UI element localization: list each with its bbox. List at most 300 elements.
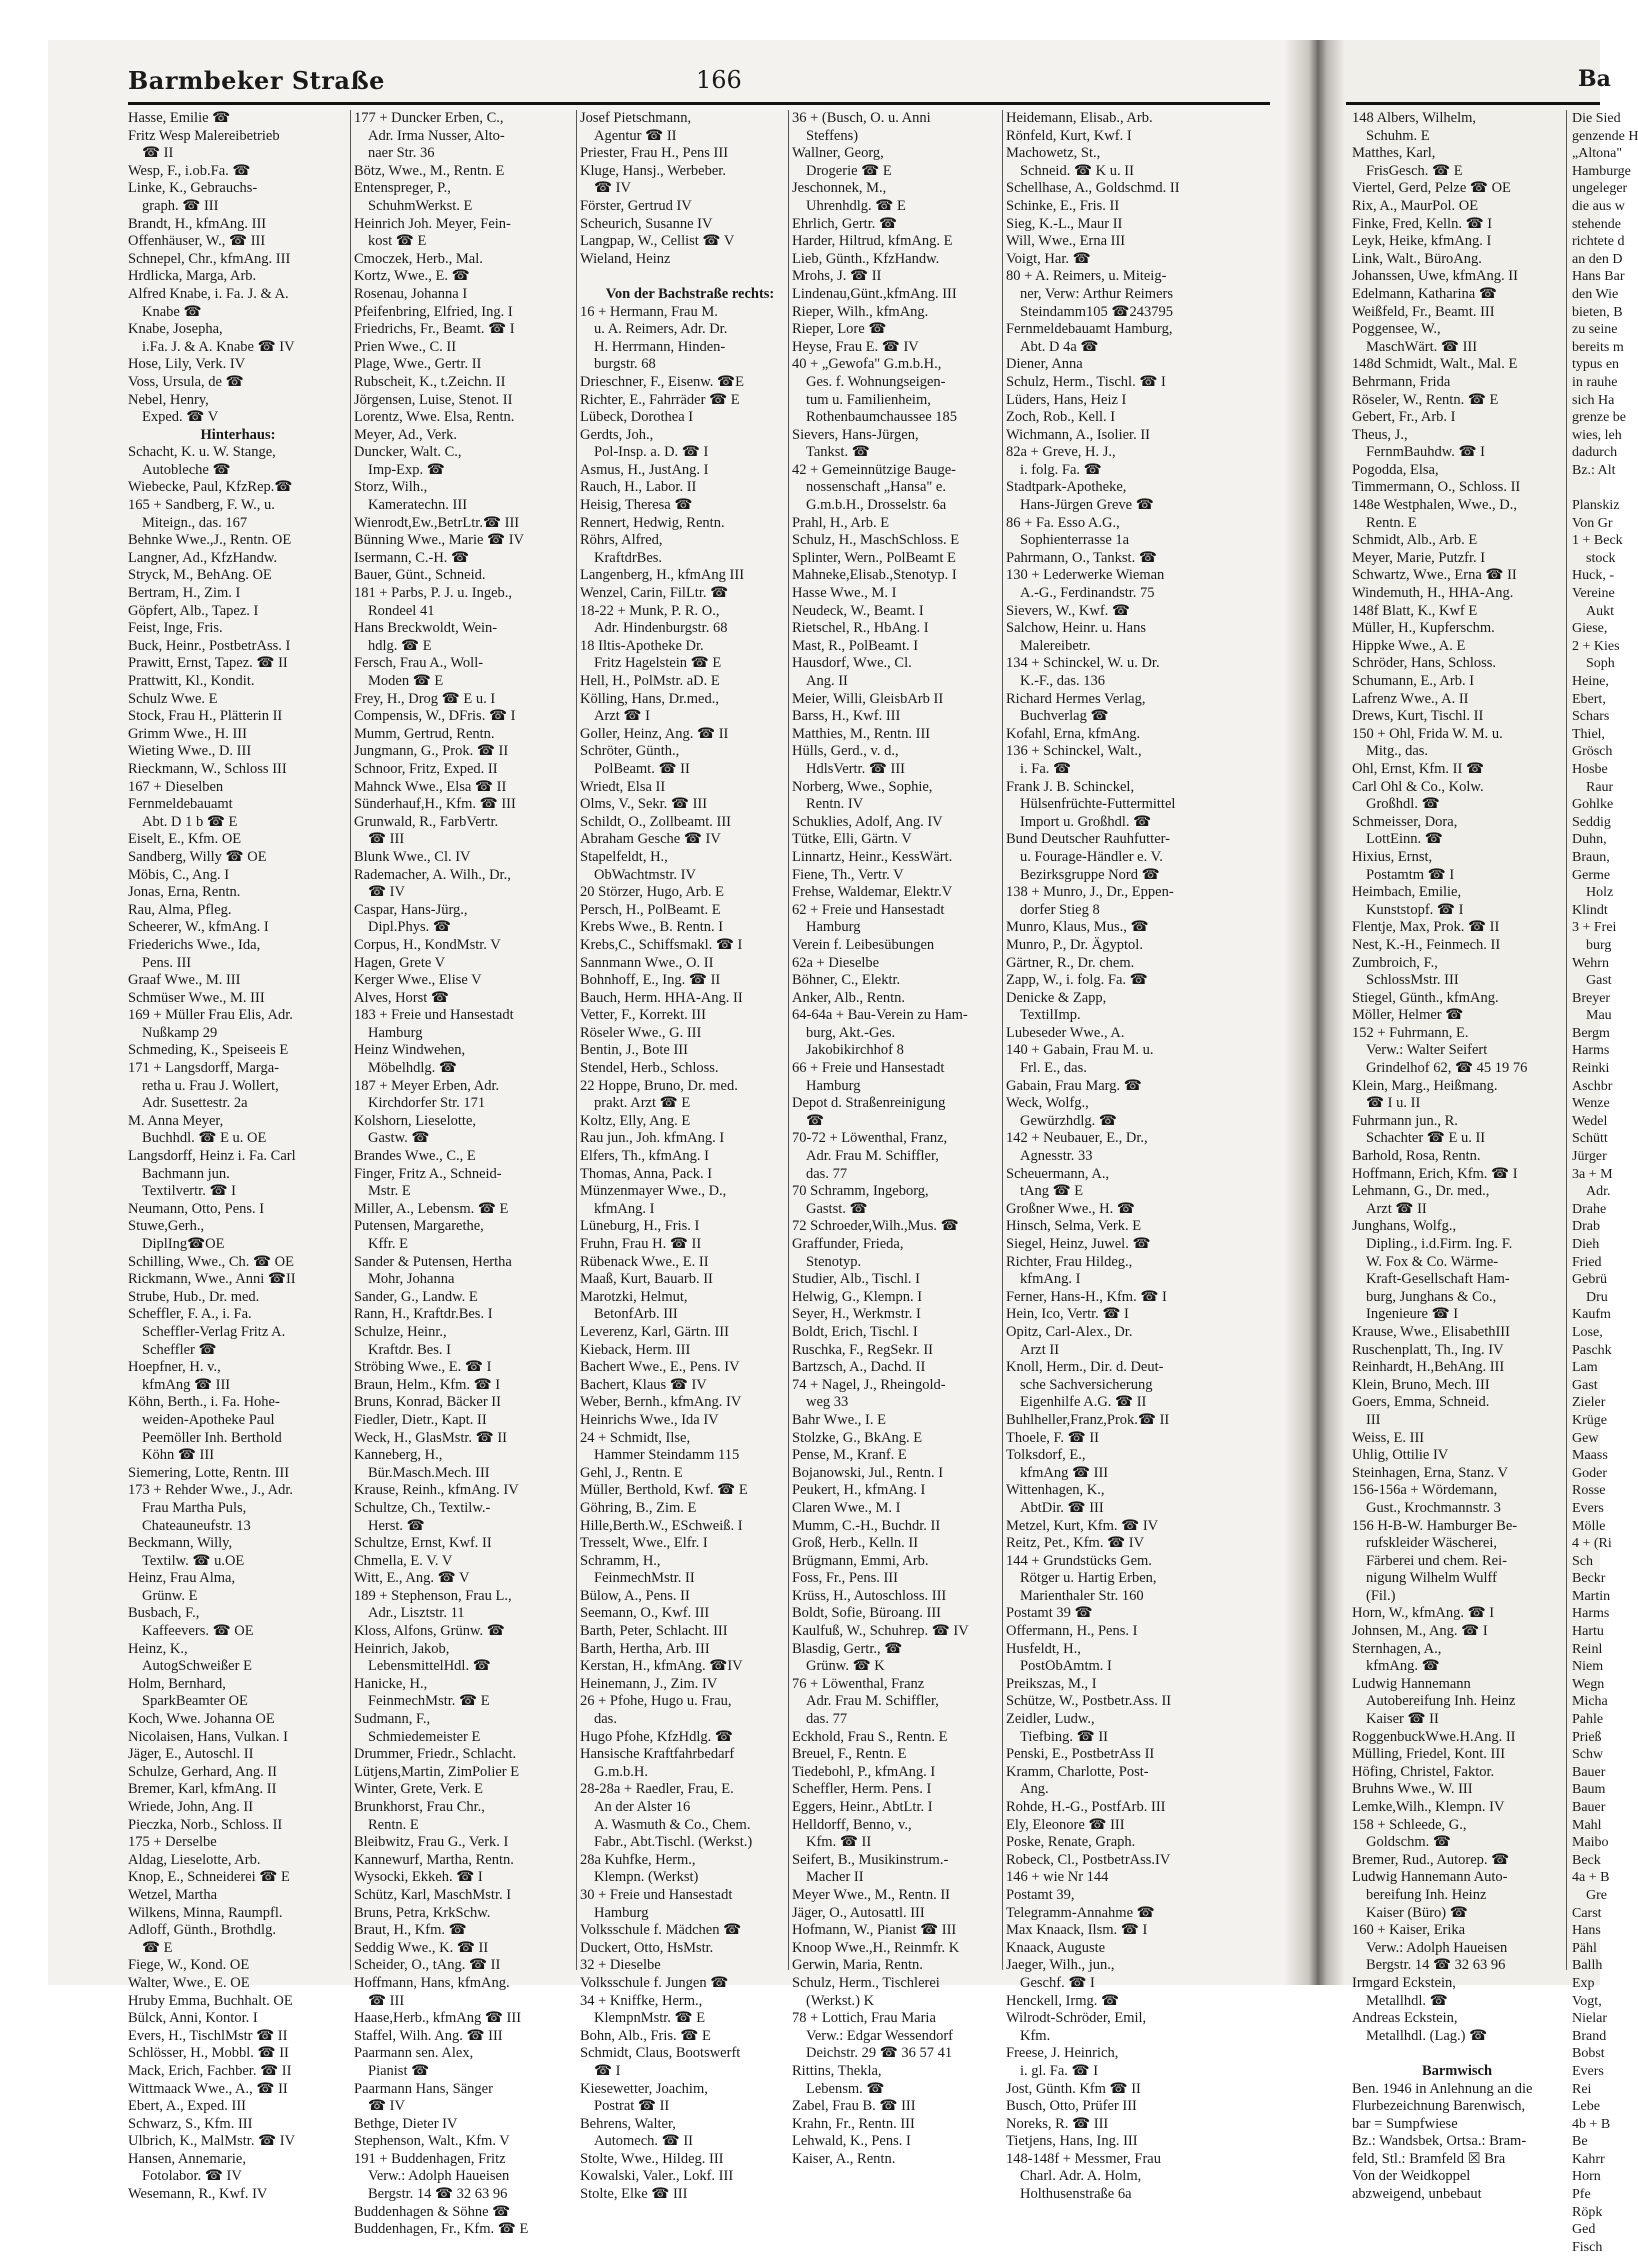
directory-entry-line: Schmeding, K., Speiseeis E — [128, 1042, 289, 1059]
directory-entry-line: Buchverlag ☎ — [1020, 708, 1109, 725]
directory-entry-line: RoggenbuckWwe.H.Ang. II — [1352, 1728, 1516, 1745]
directory-entry-line: Rubscheit, K., t.Zeichn. II — [354, 373, 506, 390]
directory-entry-line: Kfm. — [1020, 2027, 1051, 2044]
directory-entry-line: Viertel, Gerd, Pelze ☎ OE — [1352, 180, 1511, 197]
directory-entry-line: Sch — [1572, 1553, 1593, 1569]
directory-entry-line: Hans — [1572, 1923, 1601, 1939]
directory-entry-line: Behrens, Walter, — [580, 2115, 676, 2132]
directory-entry-line: H. Herrmann, Hinden- — [594, 338, 726, 355]
directory-entry-line: Schmiedemeister E — [368, 1728, 481, 1745]
directory-entry-line: 66 + Freie und Hansestadt — [792, 1060, 945, 1077]
directory-entry-line: Wriede, John, Ang. II — [128, 1799, 254, 1815]
directory-entry-line: III — [1366, 1411, 1381, 1428]
directory-entry-line: Schulz, H., MaschSchloss. E — [792, 532, 960, 549]
directory-entry-line: Lehmann, G., Dr. med., — [1352, 1183, 1490, 1200]
directory-entry-line: Wittenhagen, K., — [1006, 1482, 1105, 1499]
directory-entry-line: 171 + Langsdorff, Marga- — [128, 1060, 279, 1077]
directory-entry-line: Grunwald, R., FarbVertr. — [354, 813, 499, 830]
directory-entry-line: Rothenbaumchaussee 185 — [806, 409, 958, 426]
directory-entry-line: Hoffmann, Erich, Kfm. ☎ I — [1352, 1165, 1518, 1182]
directory-entry-line: ☎ — [806, 1112, 825, 1129]
directory-entry-line: Schulze, Heinr., — [354, 1323, 447, 1340]
directory-entry-line: Lüders, Hans, Heiz I — [1006, 391, 1127, 408]
directory-entry-line: Maass — [1572, 1448, 1608, 1464]
directory-entry-line: Fuhrmann jun., R. — [1352, 1112, 1458, 1129]
directory-entry-line: Knaack, Auguste — [1006, 1939, 1106, 1956]
directory-entry-line: Kloss, Alfons, Grünw. ☎ — [354, 1623, 505, 1640]
directory-entry-line: Sudmann, F., — [354, 1711, 431, 1728]
directory-entry-line: abzweigend, unbebaut — [1352, 2186, 1482, 2203]
directory-entry-line: Tiefbing. ☎ II — [1020, 1728, 1109, 1745]
directory-entry-line: burg — [1586, 937, 1612, 953]
directory-entry-line: Schnepel, Chr., kfmAng. III — [128, 250, 291, 267]
directory-entry-line: Horn, W., kfmAng. ☎ I — [1352, 1605, 1495, 1622]
directory-entry-line: Metzel, Kurt, Kfm. ☎ IV — [1006, 1517, 1159, 1534]
directory-entry-line: i. Fa. ☎ — [1020, 760, 1072, 777]
directory-entry-line: Thomas, Anna, Pack. I — [580, 1165, 713, 1182]
directory-entry-line: Arzt II — [1020, 1341, 1060, 1358]
directory-entry-line: Kaiser (Büro) ☎ — [1366, 1904, 1468, 1921]
directory-entry-line: Heisig, Theresa ☎ — [580, 497, 693, 514]
directory-entry-line: Pfeifenbring, Elfried, Ing. I — [354, 303, 513, 320]
directory-entry-line: Rötger u. Hartig Erben, — [1020, 1570, 1157, 1587]
directory-entry-line: 2 + Kies — [1572, 638, 1620, 654]
directory-entry-line: Metallhdl. ☎ — [1366, 1992, 1448, 2009]
directory-entry-line: Ehrlich, Gertr. ☎ — [792, 215, 898, 232]
directory-entry-line: Wiebecke, Paul, KfzRep.☎ — [128, 479, 293, 496]
directory-entry-line: Huck, - — [1572, 568, 1614, 584]
directory-entry-line: Bötz, Wwe., M., Rentn. E — [354, 162, 505, 179]
directory-column-6 — [1352, 110, 1562, 2203]
directory-entry-line: Neumann, Otto, Pens. I — [128, 1200, 265, 1217]
directory-entry-line: 3 + Frei — [1572, 920, 1617, 936]
directory-entry-line: Volksschule f. Mädchen ☎ — [580, 1922, 742, 1939]
directory-entry-line: Müller, H., Kupferschm. — [1352, 620, 1495, 637]
directory-entry-line: Malereibetr. — [1020, 637, 1091, 654]
directory-entry-line: Ben. 1946 in Anlehnung an die — [1352, 2080, 1533, 2097]
directory-entry-line: Rübenack Wwe., E. II — [580, 1253, 709, 1270]
directory-entry-line: Anker, Alb., Rentn. — [792, 989, 905, 1006]
directory-entry-line: 70 Schramm, Ingeborg, — [792, 1183, 929, 1200]
directory-entry-line: Jörgensen, Luise, Stenot. II — [354, 391, 513, 408]
directory-entry-line: Weißfeld, Fr., Beamt. III — [1352, 303, 1495, 320]
directory-entry-line: Macher II — [806, 1869, 864, 1886]
directory-entry-line: Maibo — [1572, 1835, 1609, 1851]
directory-entry-line: Paschk — [1572, 1342, 1612, 1358]
column-divider — [576, 110, 577, 1970]
directory-entry-line: TextilImp. — [1020, 1007, 1081, 1024]
directory-entry-line: Stenotyp. — [806, 1253, 862, 1270]
directory-entry-line: Schwarz, S., Kfm. III — [128, 2115, 253, 2132]
directory-entry-line: ☎ III — [368, 1992, 405, 2009]
directory-entry-line: Fritz Wesp Malereibetrieb — [128, 127, 280, 144]
directory-entry-line: 187 + Meyer Erben, Adr. — [354, 1077, 500, 1094]
directory-entry-line: Rosse — [1572, 1483, 1606, 1499]
book-gutter — [1284, 40, 1346, 1985]
directory-entry-line: Bür.Masch.Mech. III — [368, 1464, 490, 1481]
directory-entry-line: Langsdorff, Heinz i. Fa. Carl — [128, 1148, 296, 1165]
directory-entry-line: Depot d. Straßenreinigung — [792, 1095, 946, 1112]
directory-entry-line: Heinz, Frau Alma, — [128, 1570, 236, 1587]
directory-entry-line: weiden-Apotheke Paul — [142, 1411, 275, 1428]
directory-entry-line: i. folg. Fa. ☎ — [1020, 461, 1102, 478]
directory-entry-line: Schacht, K. u. W. Stange, — [128, 444, 276, 461]
directory-entry-line: Evers — [1572, 2063, 1604, 2079]
directory-entry-line: Schröter, Günth., — [580, 743, 680, 760]
directory-entry-line: Rei — [1572, 2081, 1592, 2097]
directory-entry-line: Koltz, Elly, Ang. E — [580, 1112, 691, 1129]
directory-entry-line: Dru — [1586, 1289, 1608, 1305]
directory-entry-line: Adr. Irma Nusser, Alto- — [368, 127, 505, 144]
directory-entry-line: Schwartz, Wwe., Erna ☎ II — [1352, 567, 1517, 584]
directory-entry-line: Busch, Otto, Prüfer III — [1006, 2098, 1137, 2115]
directory-entry-line: A. Wasmuth & Co., Chem. — [594, 1816, 751, 1833]
directory-entry-line: Harder, Hiltrud, kfmAng. E — [792, 233, 953, 250]
directory-entry-line: Horn — [1572, 2169, 1601, 2185]
directory-entry-line: Hein, Ico, Vertr. ☎ I — [1006, 1306, 1129, 1323]
directory-entry-line: Schütt — [1572, 1131, 1608, 1147]
directory-entry-line: Wetzel, Martha — [128, 1886, 218, 1903]
directory-entry-line: kost ☎ E — [368, 233, 427, 250]
directory-entry-line: Helwig, G., Klempn. I — [792, 1288, 923, 1305]
directory-entry-line: 72 Schroeder,Wilh.,Mus. ☎ — [792, 1218, 959, 1235]
directory-entry-line: Zoch, Rob., Kell. I — [1006, 409, 1116, 426]
directory-entry-line: 152 + Fuhrmann, E. — [1352, 1024, 1469, 1041]
directory-entry-line: 32 + Dieselbe — [580, 1957, 661, 1974]
directory-entry-line: Von der Weidkoppel — [1352, 2168, 1471, 2185]
directory-entry-line: 175 + Derselbe — [128, 1834, 217, 1851]
directory-entry-line: Storz, Wilh., — [354, 479, 428, 496]
directory-entry-line: bereifung Inh. Heinz — [1366, 1886, 1487, 1903]
directory-entry-line: Ebert, A., Exped. III — [128, 2098, 246, 2115]
directory-entry-line: Rieper, Lore ☎ — [792, 321, 887, 338]
directory-entry-line: Ludwig Hannemann Auto- — [1352, 1869, 1508, 1886]
directory-entry-line: Mahl — [1572, 1817, 1602, 1833]
directory-entry-line: Windemuth, H., HHA-Ang. — [1352, 585, 1514, 602]
directory-entry-line: Bohn, Alb., Fris. ☎ E — [580, 2027, 711, 2044]
directory-entry-line: Stiegel, Günth., kfmAng. — [1352, 989, 1499, 1006]
directory-entry-line: feld, Stl.: Bramfeld ☒ Bra — [1352, 2150, 1506, 2167]
directory-entry-line: Niem — [1572, 1659, 1604, 1675]
directory-entry-line: Steindamm105 ☎243795 — [1020, 303, 1173, 320]
directory-entry-line: Vogt, — [1572, 1993, 1602, 2009]
directory-entry-line: Hans Bar — [1572, 269, 1625, 285]
directory-entry-line: Breyer — [1572, 990, 1611, 1006]
directory-entry-line: Jonas, Erna, Rentn. — [128, 884, 241, 901]
directory-entry-line: Schütze, W., Postbetr.Ass. II — [1006, 1693, 1172, 1710]
directory-entry-line: Goldschm. ☎ — [1366, 1834, 1451, 1851]
directory-entry-line: Bachert, Klaus ☎ IV — [580, 1376, 707, 1393]
directory-entry-line: Buddenhagen & Söhne ☎ — [354, 2203, 511, 2220]
directory-entry-line: 78 + Lottich, Frau Maria — [792, 2010, 936, 2027]
directory-entry-line: Hanicke, H., — [354, 1675, 428, 1692]
directory-entry-line: Langpap, W., Cellist ☎ V — [580, 233, 735, 250]
directory-entry-line: Verw.: Edgar Wessendorf — [806, 2027, 954, 2044]
directory-entry-line: Wieland, Heinz — [580, 250, 671, 267]
directory-entry-line: Pens. III — [142, 954, 192, 971]
directory-entry-line: Scheffler, Herm. Pens. I — [792, 1781, 932, 1798]
directory-entry-line: Lütjens,Martin, ZimPolier E — [354, 1763, 520, 1780]
directory-entry-line: Asmus, H., JustAng. I — [580, 461, 709, 478]
directory-entry-line: Bz.: Alt — [1572, 462, 1616, 478]
directory-entry-line: Rieckmann, W., Schloss III — [128, 760, 287, 777]
directory-entry-line: Diener, Anna — [1006, 356, 1083, 373]
directory-entry-line: Leverenz, Karl, Gärtn. III — [580, 1323, 729, 1340]
directory-entry-line: Hans Breckwoldt, Wein- — [354, 620, 498, 637]
directory-entry-line: 82a + Greve, H. J., — [1006, 444, 1116, 461]
directory-entry-line: Beckmann, Willy, — [128, 1535, 233, 1552]
directory-entry-line: 158 + Schleede, G., — [1352, 1816, 1467, 1833]
directory-entry-line: Bülck, Anni, Kontor. I — [128, 2010, 258, 2027]
directory-entry-line: Wieting Wwe., D. III — [128, 743, 252, 760]
directory-entry-line: BetonfArb. III — [594, 1306, 678, 1323]
facing-header-rule — [1346, 102, 1600, 105]
directory-entry-line: 165 + Sandberg, F. W., u. — [128, 497, 275, 514]
directory-entry-line: retha u. Frau J. Wollert, — [142, 1077, 279, 1094]
directory-entry-line: Mahneke,Elisab.,Stenotyp. I — [792, 567, 957, 584]
directory-entry-line: Richter, E., Fahrräder ☎ E — [580, 391, 740, 408]
directory-entry-line: Kluge, Hansj., Werbeber. — [580, 162, 726, 179]
directory-entry-line: Goers, Emma, Schneid. — [1352, 1394, 1490, 1411]
directory-entry-line: Johnsen, M., Ang. ☎ I — [1352, 1623, 1488, 1640]
directory-entry-line: Drab — [1572, 1219, 1600, 1235]
directory-entry-line: Ang. II — [806, 673, 848, 689]
directory-entry-line: Wysocki, Ekkeh. ☎ I — [354, 1869, 483, 1886]
directory-entry-line: Scheffler ☎ — [142, 1341, 217, 1358]
directory-entry-line: Weck, Wolfg., — [1006, 1095, 1089, 1112]
directory-entry-line: 181 + Parbs, P. J. u. Ingeb., — [354, 585, 513, 602]
directory-entry-line: 18-22 + Munk, P. R. O., — [580, 602, 720, 619]
directory-entry-line: Heinz, K., — [128, 1640, 188, 1657]
directory-entry-line: ☎ I u. II — [1366, 1095, 1421, 1112]
directory-entry-line: Volksschule f. Jungen ☎ — [580, 1974, 729, 1991]
directory-entry-line: Duckert, Otto, HsMstr. — [580, 1939, 714, 1956]
directory-entry-line: 189 + Stephenson, Frau L., — [354, 1587, 512, 1604]
directory-entry-line: Schlösser, H., Mobbl. ☎ II — [128, 2045, 289, 2062]
directory-entry-line: Peukert, H., kfmAng. I — [792, 1482, 926, 1499]
directory-entry-line: Ang. — [1020, 1781, 1049, 1798]
directory-entry-line: PolBeamt. ☎ II — [594, 760, 690, 777]
directory-entry-line: Pol-Insp. a. D. ☎ I — [594, 444, 709, 461]
directory-entry-line: Gerwin, Maria, Rentn. — [792, 1957, 923, 1974]
directory-entry-line: 62 + Freie und Hansestadt — [792, 901, 945, 918]
directory-entry-line: Tietjens, Hans, Ing. III — [1006, 2133, 1138, 2150]
directory-entry-line: Eiselt, E., Kfm. OE — [128, 831, 242, 848]
directory-entry-line: ☎ IV — [368, 884, 405, 901]
directory-entry-line: Hamburg — [368, 1024, 423, 1041]
directory-entry-line: Harms — [1572, 1043, 1610, 1059]
directory-entry-line: burg, Junghans & Co., — [1366, 1288, 1497, 1305]
directory-entry-line: Stolte, Elke ☎ III — [580, 2186, 688, 2203]
directory-entry-line: Barss, H., Kwf. III — [792, 708, 901, 725]
directory-entry-line: Heinrich, Jakob, — [354, 1640, 450, 1657]
directory-entry-line: Paarmann Hans, Sänger — [354, 2080, 493, 2097]
directory-entry-line: Matthies, M., Rentn. III — [792, 725, 931, 742]
directory-entry-line: Gastw. ☎ — [368, 1130, 430, 1147]
directory-entry-line: Schultze, Ch., Textilw.- — [354, 1499, 491, 1516]
directory-entry-line: Deichstr. 29 ☎ 36 57 41 — [806, 2045, 953, 2062]
directory-entry-line: Hille,Berth.W., ESchweiß. I — [580, 1517, 743, 1534]
directory-entry-line: burgstr. 68 — [594, 356, 656, 373]
directory-entry-line: Agentur ☎ II — [594, 127, 677, 144]
directory-entry-line: Schars — [1572, 709, 1610, 725]
directory-entry-line: Giese, — [1572, 621, 1608, 637]
directory-entry-line: Jürger — [1572, 1149, 1607, 1165]
directory-entry-line: (Werkst.) K — [806, 1992, 875, 2009]
directory-entry-line: Weck, H., GlasMstr. ☎ II — [354, 1429, 508, 1446]
directory-entry-line: Eggers, Heinr., AbtLtr. I — [792, 1799, 933, 1815]
directory-entry-line: Penski, E., PostbetrAss II — [1006, 1746, 1155, 1763]
directory-entry-line: Planskiz — [1572, 498, 1620, 514]
directory-entry-line: Grindelhof 62, ☎ 45 19 76 — [1366, 1060, 1528, 1077]
directory-entry-line: Denicke & Zapp, — [1006, 989, 1107, 1006]
directory-entry-line: Hans-Jürgen Greve ☎ — [1020, 497, 1154, 514]
directory-entry-line: Siemering, Lotte, Rentn. III — [128, 1464, 290, 1481]
directory-entry-line: Martin — [1572, 1588, 1611, 1604]
directory-entry-line: Fiege, W., Kond. OE — [128, 1957, 250, 1974]
directory-entry-line: Kaffeevers. ☎ OE — [142, 1623, 254, 1640]
directory-entry-line: Paarmann sen. Alex, — [354, 2045, 474, 2062]
directory-entry-line: Graaf Wwe., M. III — [128, 972, 241, 989]
directory-entry-line: Sander & Putensen, Hertha — [354, 1253, 512, 1270]
directory-entry-line: Plage, Wwe., Gertr. II — [354, 356, 482, 373]
directory-entry-line: Jeschonnek, M., — [792, 180, 887, 197]
directory-entry-line: 1 + Beck — [1572, 533, 1623, 549]
directory-entry-line: Mack, Erich, Fachber. ☎ II — [128, 2062, 292, 2079]
directory-entry-line: das. 77 — [806, 1165, 848, 1182]
directory-entry-line: Verw.: Adolph Haueisen — [1366, 1939, 1508, 1956]
directory-entry-line: G.m.b.H., Drosselstr. 6a — [806, 497, 947, 514]
directory-entry-line: stock — [1586, 550, 1616, 566]
directory-entry-line: Hose, Lily, Verk. IV — [128, 356, 246, 373]
directory-entry-line: Nielar — [1572, 2011, 1607, 2027]
directory-entry-line: Kolshorn, Lieselotte, — [354, 1112, 477, 1129]
directory-entry-line: Bremer, Karl, kfmAng. II — [128, 1781, 277, 1798]
directory-entry-line: Knabe, Josepha, — [128, 321, 223, 338]
directory-entry-line: Goller, Heinz, Ang. ☎ II — [580, 725, 729, 742]
directory-entry-line: Schramm, H., — [580, 1552, 661, 1569]
directory-entry-line: Compensis, W., DFris. ☎ I — [354, 708, 516, 725]
directory-entry-line: Wedel — [1572, 1113, 1608, 1129]
directory-entry-line: Mahnck Wwe., Elsa ☎ II — [354, 778, 507, 795]
directory-entry-line: Gehl, J., Rentn. E — [580, 1464, 683, 1481]
directory-entry-line: Import u. Großhdl. ☎ — [1020, 813, 1152, 830]
directory-entry-line: Foss, Fr., Pens. III — [792, 1570, 898, 1587]
directory-entry-line: Duncker, Walt. C., — [354, 444, 462, 461]
directory-entry-line: Rademacher, A. Wilh., Dr., — [354, 866, 511, 883]
directory-entry-line: i.Fa. J. & A. Knabe ☎ IV — [142, 338, 295, 355]
directory-entry-line: Aschbr — [1572, 1078, 1613, 1094]
directory-entry-line: Josef Pietschmann, — [580, 110, 692, 126]
directory-entry-line: Kanneberg, H., — [354, 1447, 443, 1464]
directory-entry-line: Kerstan, H., kfmAng. ☎IV — [580, 1658, 743, 1675]
directory-entry-line: Mau — [1586, 1008, 1612, 1024]
directory-entry-line: Grünw. ☎ K — [806, 1658, 885, 1675]
directory-entry-line: 74 + Nagel, J., Rheingold- — [792, 1376, 946, 1393]
directory-entry-line: richtete d — [1572, 234, 1625, 250]
directory-entry-line: AutogSchweißer E — [142, 1658, 252, 1675]
directory-entry-line: Wesp, F., i.ob.Fa. ☎ — [128, 162, 251, 179]
directory-entry-line: Göpfert, Alb., Tapez. I — [128, 602, 259, 619]
directory-entry-line: Steinhagen, Erna, Stanz. V — [1352, 1464, 1508, 1481]
directory-entry-line: Caspar, Hans-Jürg., — [354, 901, 468, 918]
directory-entry-line: Abt. D 4a ☎ — [1020, 338, 1099, 355]
directory-entry-line: dadurch — [1572, 445, 1618, 461]
directory-entry-line: ungeleger — [1572, 181, 1628, 197]
directory-entry-line: Preikszas, M., I — [1006, 1675, 1097, 1692]
directory-entry-line: bieten, B — [1572, 304, 1623, 320]
directory-entry-line: 18 Iltis-Apotheke Dr. — [580, 637, 704, 654]
directory-entry-line: Fabr., Abt.Tischl. (Werkst.) — [594, 1834, 753, 1851]
directory-entry-line: Corpus, H., KondMstr. V — [354, 936, 501, 953]
header-rule — [128, 102, 1270, 105]
directory-entry-line: Carst — [1572, 1905, 1602, 1921]
directory-entry-line: Jaeger, Wilh., jun., — [1006, 1957, 1115, 1974]
directory-entry-line: Flurbezeichnung Barenwisch, — [1352, 2098, 1526, 2115]
directory-entry-line: 28-28a + Raedler, Frau, E. — [580, 1781, 734, 1798]
directory-entry-line: Rietschel, R., HbAng. I — [792, 620, 929, 637]
directory-entry-line: Gärtner, R., Dr. chem. — [1006, 954, 1135, 971]
directory-entry-line: Telegramm-Annahme ☎ — [1006, 1904, 1155, 1921]
directory-entry-line: Voss, Ursula, de ☎ — [128, 373, 244, 390]
directory-entry-line: zu seine — [1572, 322, 1618, 338]
directory-entry-line: dorfer Stieg 8 — [1020, 901, 1100, 918]
directory-entry-line: Knabe ☎ — [142, 303, 202, 320]
directory-entry-line: Carl Ohl & Co., Kolw. — [1352, 778, 1484, 795]
facing-header-fragment: Ba — [1578, 66, 1611, 92]
directory-entry-line: Noreks, R. ☎ III — [1006, 2115, 1109, 2132]
directory-entry-line: Linnartz, Heinr., KessWärt. — [792, 848, 953, 865]
directory-entry-line: Buhlheller,Franz,Prok.☎ II — [1006, 1411, 1170, 1428]
directory-entry-line: Priester, Frau H., Pens III — [580, 145, 729, 162]
directory-entry-line: Kaufm — [1572, 1307, 1611, 1323]
directory-entry-line: 136 + Schinckel, Walt., — [1006, 743, 1142, 760]
directory-entry-line: Stolte, Wwe., Hildeg. III — [580, 2150, 724, 2167]
directory-entry-line: Ludwig Hannemann — [1352, 1675, 1471, 1692]
directory-entry-line: Gewürzhdlg. ☎ — [1020, 1112, 1117, 1129]
directory-entry-line: Kaulfuß, W., Schuhrep. ☎ IV — [792, 1623, 969, 1640]
directory-entry-line: 62a + Dieselbe — [792, 954, 880, 971]
directory-entry-line: Heinrichs Wwe., Ida IV — [580, 1411, 719, 1428]
directory-entry-line: Arzt ☎ I — [594, 708, 650, 725]
directory-entry-line: Meyer, Marie, Putzfr. I — [1352, 549, 1486, 566]
directory-entry-line: ☎ III — [368, 831, 405, 848]
directory-entry-line: Mstr. E — [368, 1183, 411, 1200]
directory-entry-line: Bruns, Petra, KrkSchw. — [354, 1904, 491, 1921]
directory-entry-line: 70-72 + Löwenthal, Franz, — [792, 1130, 948, 1147]
directory-entry-line: Aldag, Lieselotte, Arb. — [128, 1851, 261, 1868]
directory-entry-line: Stendel, Herb., Schloss. — [580, 1060, 719, 1077]
directory-entry-line: Reinhardt, H.,BehAng. III — [1352, 1359, 1505, 1376]
directory-entry-line: SchuhmWerkst. E — [368, 197, 473, 214]
directory-entry-line: Weiss, E. III — [1352, 1429, 1425, 1446]
directory-entry-line: Möller, Helmer ☎ — [1352, 1007, 1464, 1024]
directory-entry-line: Ruschenplatt, Th., Ing. IV — [1352, 1341, 1504, 1358]
directory-entry-line: LottEinn. ☎ — [1366, 831, 1443, 848]
directory-entry-line: Pianist ☎ — [368, 2062, 430, 2079]
directory-entry-line: Schinke, E., Fris. II — [1006, 197, 1120, 214]
directory-entry-line: 148d Schmidt, Walt., Mal. E — [1352, 356, 1518, 373]
directory-entry-line: Kirchdorfer Str. 171 — [368, 1095, 486, 1112]
directory-entry-line: Hruby Emma, Buchhalt. OE — [128, 1992, 293, 2009]
directory-entry-line: Robeck, Cl., PostbetrAss.IV — [1006, 1851, 1171, 1868]
directory-entry-line: rufskleider Wäscherei, — [1366, 1535, 1497, 1552]
directory-entry-line: Frey, H., Drog ☎ E u. I — [354, 690, 496, 707]
directory-entry-line: 142 + Neubauer, E., Dr., — [1006, 1130, 1148, 1147]
directory-entry-line: PostObAmtm. I — [1020, 1658, 1112, 1675]
directory-entry-line: Wesemann, R., Kwf. IV — [128, 2186, 268, 2203]
directory-entry-line: Zumbroich, F., — [1352, 954, 1438, 971]
